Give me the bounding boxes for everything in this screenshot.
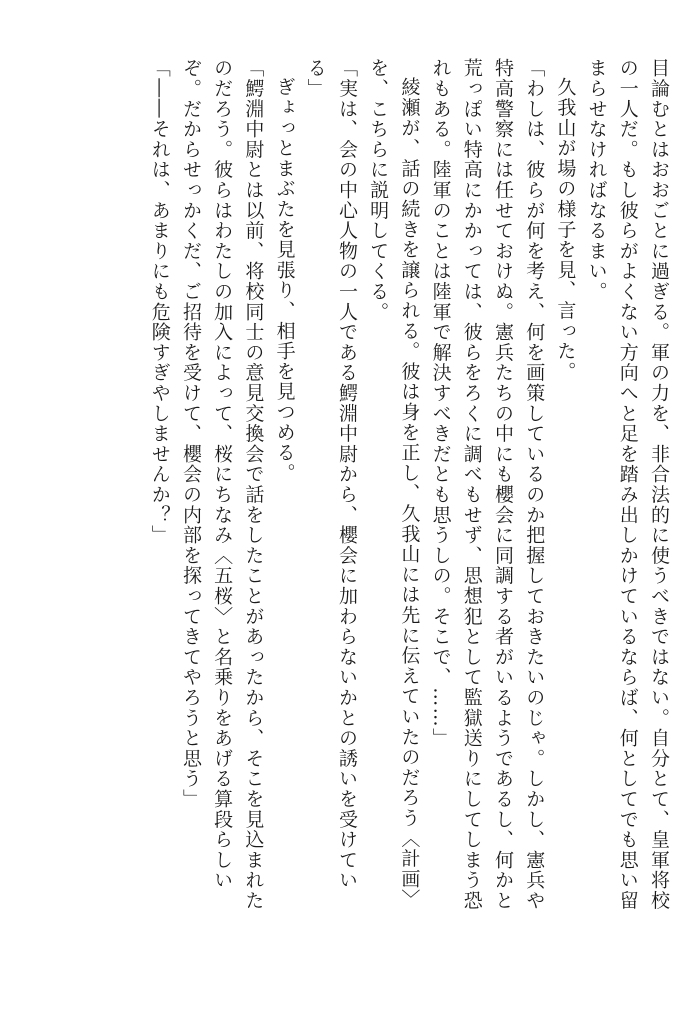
text-line: のだろう。彼らはわたしの加入によって、桜にちなみ〈五桜〉と名乗りをあげる算段らしい bbox=[211, 58, 234, 891]
text-line: 綾瀬が、話の続きを譲られる。彼は身を正し、久我山には先に伝えていたのだろう〈計画〉 bbox=[398, 77, 421, 910]
text-line: を、こちらに説明してくる。 bbox=[367, 58, 390, 322]
text-line: 久我山が場の様子を見、言った。 bbox=[554, 77, 577, 382]
text-line: の一人だ。もし彼らがよくない方向へと足を踏み出しかけているならば、何としてでも思い留 bbox=[616, 58, 639, 911]
text-line: ぎょっとまぶたを見張り、相手を見つめる。 bbox=[273, 77, 296, 483]
text-line: 「鰐淵中尉とは以前、将校同士の意見交換会で話をしたことがあったから、そこを見込まれた bbox=[242, 58, 265, 911]
text-line: る」 bbox=[304, 58, 327, 99]
text-line: れもある。陸軍のことは陸軍で解決すべきだとも思うしの。そこで、……」 bbox=[429, 58, 452, 749]
text-line: ぞ。だからせっかくだ、ご招待を受けて、櫻会の内部を探ってきてやろうと思う」 bbox=[179, 58, 202, 810]
text-line: 「わしは、彼らが何を考え、何を画策しているのか把握しておきたいのじゃ。しかし、憲兵や bbox=[523, 58, 546, 911]
text-line: 「――それは、あまりにも危険すぎやしませんか？」 bbox=[148, 58, 171, 546]
vertical-text-body bbox=[14, 58, 674, 958]
text-line: 「実は、会の中心人物の一人である鰐淵中尉から、櫻会に加わらないかとの誘いを受けてい bbox=[335, 58, 358, 891]
text-line: 特高警察には任せておけぬ。憲兵たちの中にも櫻会に同調する者がいるようであるし、何かと bbox=[491, 58, 514, 911]
text-line: 目論むとはおおごとに過ぎる。軍の力を、非合法的に使うべきではない。自分とて、皇軍将校 bbox=[648, 58, 670, 911]
text-line: まらせなければなるまい。 bbox=[585, 58, 608, 302]
text-line: 荒っぽい特高にかかっては、彼らをろくに調べもせず、思想犯として監獄送りにしてしまう恐 bbox=[460, 58, 483, 911]
